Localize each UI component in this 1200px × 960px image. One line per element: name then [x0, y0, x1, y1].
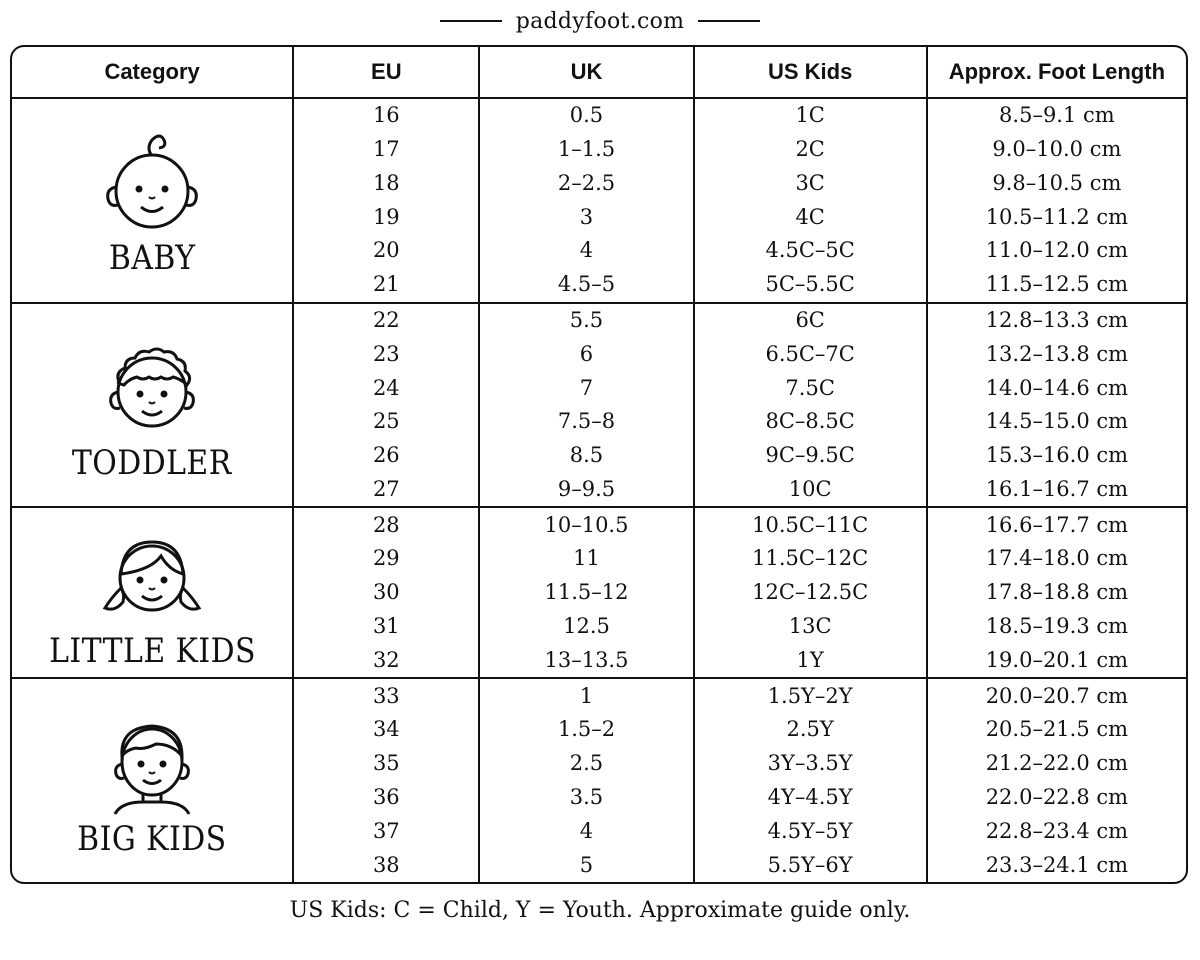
table-row [12, 98, 1186, 133]
table-row [12, 303, 1186, 338]
uk-size-cell: 3.5 [479, 781, 693, 815]
foot-length-cell: 17.8–18.8 cm [927, 576, 1186, 610]
uk-size-cell: 11 [479, 542, 693, 576]
foot-length-cell: 17.4–18.0 cm [927, 542, 1186, 576]
us-kids-size-cell: 11.5C–12C [694, 542, 927, 576]
eu-size-cell: 33 [293, 678, 479, 713]
header-us-kids: US Kids [694, 47, 927, 98]
toddler-face-icon [97, 330, 207, 440]
eu-size-cell: 23 [293, 337, 479, 371]
foot-length-cell: 8.5–9.1 cm [927, 98, 1186, 133]
size-chart-body [12, 98, 1186, 882]
uk-size-cell: 1.5–2 [479, 713, 693, 747]
eu-size-cell: 21 [293, 268, 479, 303]
foot-length-cell: 20.5–21.5 cm [927, 713, 1186, 747]
us-kids-size-cell: 3Y–3.5Y [694, 747, 927, 781]
header-eu: EU [293, 47, 479, 98]
table-row [12, 678, 1186, 713]
foot-length-cell: 13.2–13.8 cm [927, 337, 1186, 371]
foot-length-cell: 19.0–20.1 cm [927, 643, 1186, 678]
size-chart-frame [10, 45, 1188, 884]
category-label: BIG KIDS [77, 818, 227, 859]
header-uk: UK [479, 47, 693, 98]
uk-size-cell: 11.5–12 [479, 576, 693, 610]
foot-length-cell: 20.0–20.7 cm [927, 678, 1186, 713]
us-kids-size-cell: 4C [694, 200, 927, 234]
category-cell-little-kids [12, 507, 293, 678]
us-kids-size-cell: 12C–12.5C [694, 576, 927, 610]
foot-length-cell: 21.2–22.0 cm [927, 747, 1186, 781]
uk-size-cell: 3 [479, 200, 693, 234]
us-kids-size-cell: 6.5C–7C [694, 337, 927, 371]
eu-size-cell: 19 [293, 200, 479, 234]
us-kids-size-cell: 3C [694, 167, 927, 201]
us-kids-size-cell: 1.5Y–2Y [694, 678, 927, 713]
eu-size-cell: 18 [293, 167, 479, 201]
foot-length-cell: 10.5–11.2 cm [927, 200, 1186, 234]
category-cell-big-kids [12, 678, 293, 882]
us-kids-size-cell: 2C [694, 133, 927, 167]
uk-size-cell: 9–9.5 [479, 473, 693, 508]
uk-size-cell: 2–2.5 [479, 167, 693, 201]
eu-size-cell: 31 [293, 610, 479, 644]
header-row [12, 47, 1186, 98]
header-rule-right [698, 20, 760, 22]
foot-length-cell: 16.1–16.7 cm [927, 473, 1186, 508]
foot-length-cell: 14.5–15.0 cm [927, 405, 1186, 439]
foot-length-cell: 9.0–10.0 cm [927, 133, 1186, 167]
uk-size-cell: 4 [479, 234, 693, 268]
header-rule-left [440, 20, 502, 22]
uk-size-cell: 1–1.5 [479, 133, 693, 167]
eu-size-cell: 28 [293, 507, 479, 542]
table-row [12, 507, 1186, 542]
eu-size-cell: 29 [293, 542, 479, 576]
us-kids-size-cell: 13C [694, 610, 927, 644]
foot-length-cell: 14.0–14.6 cm [927, 371, 1186, 405]
big-kid-face-icon [97, 706, 207, 816]
us-kids-size-cell: 8C–8.5C [694, 405, 927, 439]
us-kids-size-cell: 4.5Y–5Y [694, 814, 927, 848]
header-foot-length: Approx. Foot Length [927, 47, 1186, 98]
us-kids-size-cell: 6C [694, 303, 927, 338]
eu-size-cell: 20 [293, 234, 479, 268]
uk-size-cell: 0.5 [479, 98, 693, 133]
site-name: paddyfoot.com [515, 8, 685, 34]
uk-size-cell: 8.5 [479, 439, 693, 473]
eu-size-cell: 22 [293, 303, 479, 338]
eu-size-cell: 35 [293, 747, 479, 781]
foot-length-cell: 22.8–23.4 cm [927, 814, 1186, 848]
foot-length-cell: 12.8–13.3 cm [927, 303, 1186, 338]
uk-size-cell: 12.5 [479, 610, 693, 644]
eu-size-cell: 34 [293, 713, 479, 747]
uk-size-cell: 4.5–5 [479, 268, 693, 303]
eu-size-cell: 17 [293, 133, 479, 167]
category-cell-baby [12, 98, 293, 303]
foot-length-cell: 11.5–12.5 cm [927, 268, 1186, 303]
uk-size-cell: 7.5–8 [479, 405, 693, 439]
foot-length-cell: 11.0–12.0 cm [927, 234, 1186, 268]
eu-size-cell: 26 [293, 439, 479, 473]
eu-size-cell: 25 [293, 405, 479, 439]
foot-length-cell: 23.3–24.1 cm [927, 848, 1186, 882]
us-kids-size-cell: 9C–9.5C [694, 439, 927, 473]
eu-size-cell: 27 [293, 473, 479, 508]
eu-size-cell: 16 [293, 98, 479, 133]
uk-size-cell: 10–10.5 [479, 507, 693, 542]
us-kids-size-cell: 4.5C–5C [694, 234, 927, 268]
us-kids-size-cell: 10C [694, 473, 927, 508]
us-kids-size-cell: 10.5C–11C [694, 507, 927, 542]
category-label: LITTLE KIDS [48, 630, 256, 671]
footnote: US Kids: C = Child, Y = Youth. Approximate guide only. [289, 898, 911, 923]
us-kids-size-cell: 1C [694, 98, 927, 133]
little-kid-face-icon [97, 518, 207, 628]
us-kids-size-cell: 7.5C [694, 371, 927, 405]
site-header [0, 6, 1200, 36]
eu-size-cell: 38 [293, 848, 479, 882]
uk-size-cell: 4 [479, 814, 693, 848]
eu-size-cell: 32 [293, 643, 479, 678]
uk-size-cell: 5 [479, 848, 693, 882]
category-cell-toddler [12, 303, 293, 508]
category-label: TODDLER [72, 442, 233, 483]
uk-size-cell: 2.5 [479, 747, 693, 781]
foot-length-cell: 15.3–16.0 cm [927, 439, 1186, 473]
foot-length-cell: 22.0–22.8 cm [927, 781, 1186, 815]
uk-size-cell: 7 [479, 371, 693, 405]
foot-length-cell: 16.6–17.7 cm [927, 507, 1186, 542]
us-kids-size-cell: 5.5Y–6Y [694, 848, 927, 882]
header-category: Category [12, 47, 293, 98]
eu-size-cell: 37 [293, 814, 479, 848]
uk-size-cell: 1 [479, 678, 693, 713]
category-label: BABY [108, 238, 196, 279]
size-chart-table [12, 47, 1186, 882]
eu-size-cell: 30 [293, 576, 479, 610]
eu-size-cell: 36 [293, 781, 479, 815]
us-kids-size-cell: 4Y–4.5Y [694, 781, 927, 815]
foot-length-cell: 9.8–10.5 cm [927, 167, 1186, 201]
uk-size-cell: 5.5 [479, 303, 693, 338]
eu-size-cell: 24 [293, 371, 479, 405]
us-kids-size-cell: 1Y [694, 643, 927, 678]
uk-size-cell: 13–13.5 [479, 643, 693, 678]
foot-length-cell: 18.5–19.3 cm [927, 610, 1186, 644]
us-kids-size-cell: 5C–5.5C [694, 268, 927, 303]
uk-size-cell: 6 [479, 337, 693, 371]
baby-face-icon [97, 125, 207, 235]
us-kids-size-cell: 2.5Y [694, 713, 927, 747]
